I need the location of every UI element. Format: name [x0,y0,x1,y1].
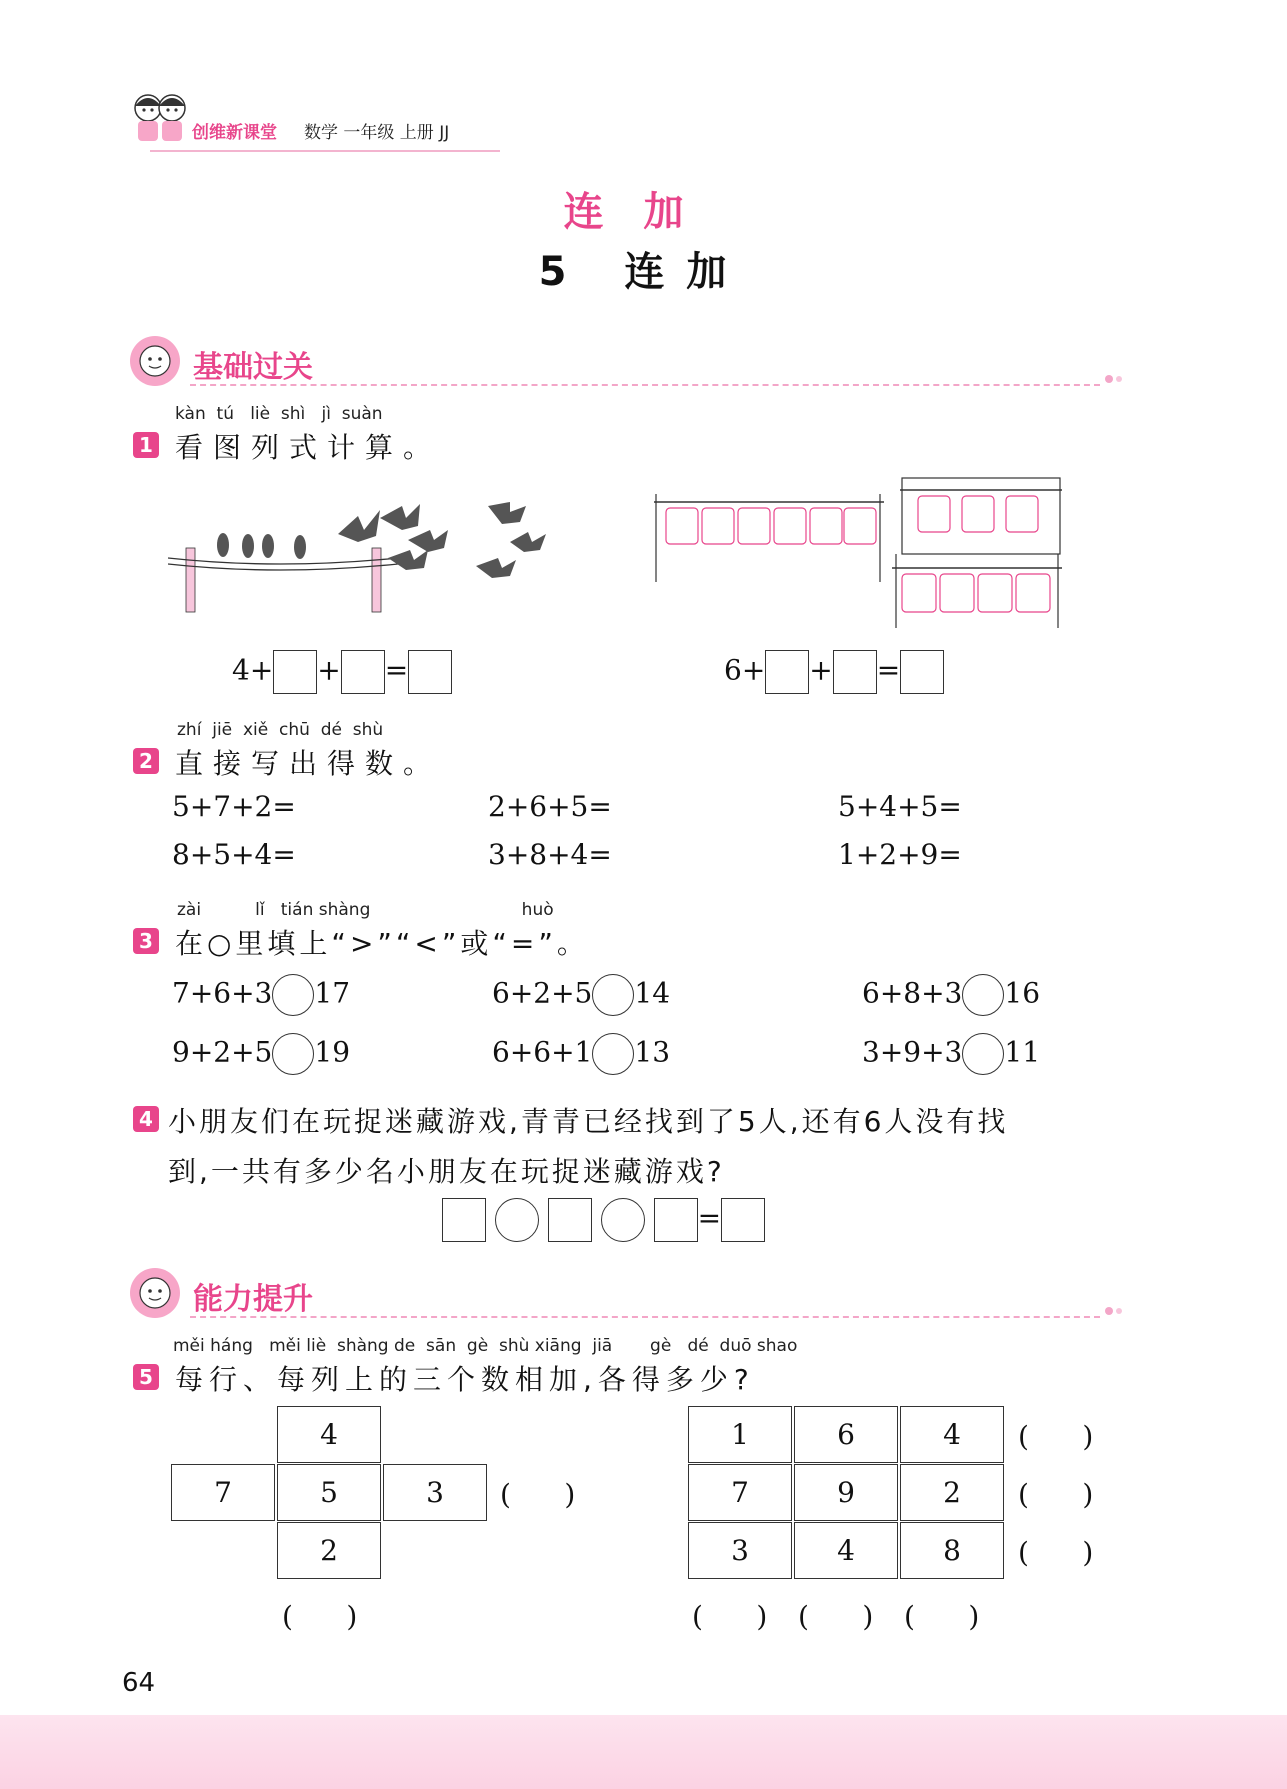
answer-box[interactable] [341,650,385,694]
page-number: 64 [122,1668,156,1698]
answer-box[interactable] [654,1198,698,1242]
grid-column-sum-blank[interactable]: ( ) [798,1600,874,1633]
q3-left-expression: 6+8+3 [862,976,963,1010]
lesson-title: 5 连加 [538,249,749,295]
operator-circle[interactable] [601,1198,645,1242]
grid-cell: 6 [794,1406,898,1463]
q3-compare-item [862,974,1040,1016]
q3-right-value: 17 [314,976,351,1010]
cross-cell-center: 5 [277,1464,381,1521]
q4-number-badge: 4 [133,1106,159,1132]
q1-right-equation [724,650,944,694]
cross-cell-bottom: 2 [277,1522,381,1579]
header-brand: 创维新课堂 [192,123,277,143]
section-basic-title: 基础过关 [193,350,313,385]
q1-left-equation [232,650,452,694]
equals-sign: = [876,653,901,687]
q3-right-value: 19 [314,1035,351,1069]
plus-sign: + [317,653,341,687]
q3-compare-item [172,974,350,1016]
birds-on-wire-illustration [168,488,548,616]
equals-sign: = [697,1201,722,1235]
header-book-info: 数学 一年级 上册 JJ [304,123,450,143]
clothes-rack-illustration [652,474,1064,630]
answer-box[interactable] [900,650,944,694]
q3-left-expression: 3+9+3 [862,1035,963,1069]
q3-instruction: 在○里填上“>”“<”或“=”。 [175,927,589,960]
q2-number-badge: 2 [133,748,159,774]
q2-item: 3+8+4= [488,838,612,871]
q1-right-start-number: 6 [724,653,742,687]
q2-item: 5+4+5= [838,790,962,823]
grid-row-sum-blank[interactable]: ( ) [1018,1420,1094,1453]
section-basic-divider [190,384,1100,386]
compare-circle[interactable] [592,1033,634,1075]
grid-row-sum-blank[interactable]: ( ) [1018,1536,1094,1569]
answer-box[interactable] [548,1198,592,1242]
grid-cell: 8 [900,1522,1004,1579]
q3-compare-item [492,974,670,1016]
q2-item: 1+2+9= [838,838,962,871]
q5-number-badge: 5 [133,1364,159,1390]
header-kids-illustration [126,88,196,152]
unit-title: 连加 [563,189,724,235]
grid-cell: 4 [794,1522,898,1579]
grid-cell: 9 [794,1464,898,1521]
footer-band [0,1715,1287,1789]
cross-cell-top: 4 [277,1406,381,1463]
q3-right-value: 11 [1004,1035,1041,1069]
cross-row-sum-blank[interactable]: ( ) [500,1478,576,1511]
q3-compare-item [172,1033,350,1075]
plus-sign: + [249,653,274,687]
q2-item: 8+5+4= [172,838,296,871]
answer-box[interactable] [408,650,452,694]
answer-box[interactable] [765,650,809,694]
q2-instruction: 直接写出得数。 [175,747,442,780]
q3-number-badge: 3 [133,928,159,954]
plus-sign: + [809,653,833,687]
grid-cell: 7 [688,1464,792,1521]
plus-sign: + [741,653,766,687]
section-advanced-divider [190,1316,1100,1318]
header-divider [150,150,500,152]
compare-circle[interactable] [592,974,634,1016]
cross-cell-left: 7 [171,1464,275,1521]
compare-circle[interactable] [962,1033,1004,1075]
q3-right-value: 14 [634,976,671,1010]
q3-left-expression: 6+2+5 [492,976,593,1010]
number-grid [688,1406,1008,1586]
compare-circle[interactable] [272,1033,314,1075]
q1-instruction: 看图列式计算。 [175,431,442,464]
section-basic-mascot-icon [128,334,182,388]
grid-cell: 4 [900,1406,1004,1463]
section-basic-dots-icon [1104,372,1126,386]
compare-circle[interactable] [272,974,314,1016]
grid-cell: 1 [688,1406,792,1463]
q5-pinyin: měi háng měi liè shàng de sān gè shù xiāng jiā gè dé duō shao [173,1336,798,1356]
compare-circle[interactable] [962,974,1004,1016]
q3-right-value: 13 [634,1035,671,1069]
grid-column-sum-blank[interactable]: ( ) [692,1600,768,1633]
grid-row-sum-blank[interactable]: ( ) [1018,1478,1094,1511]
section-advanced-mascot-icon [128,1266,182,1320]
cross-cell-right: 3 [383,1464,487,1521]
q4-line-2: 到,一共有多少名小朋友在玩捉迷藏游戏? [168,1155,725,1188]
answer-box[interactable] [442,1198,486,1242]
operator-circle[interactable] [495,1198,539,1242]
grid-cell: 3 [688,1522,792,1579]
q3-left-expression: 7+6+3 [172,976,273,1010]
section-advanced-title: 能力提升 [193,1282,313,1317]
q3-compare-item [862,1033,1040,1075]
q3-left-expression: 6+6+1 [492,1035,593,1069]
cross-grid [171,1406,491,1586]
answer-box[interactable] [721,1198,765,1242]
cross-column-sum-blank[interactable]: ( ) [282,1600,358,1633]
q3-right-value: 16 [1004,976,1041,1010]
q2-pinyin: zhí jiē xiě chū dé shù [177,720,384,740]
answer-box[interactable] [273,650,317,694]
q1-number-badge: 1 [133,432,159,458]
q5-instruction: 每行、每列上的三个数相加,各得多少? [175,1363,755,1396]
grid-cell: 2 [900,1464,1004,1521]
q2-item: 5+7+2= [172,790,296,823]
q1-left-start-number: 4 [232,653,250,687]
q2-item: 2+6+5= [488,790,612,823]
q4-line-1: 小朋友们在玩捉迷藏游戏,青青已经找到了5人,还有6人没有找 [168,1105,1009,1138]
q3-pinyin: zài lǐ tián shàng huò [177,900,554,920]
q3-left-expression: 9+2+5 [172,1035,273,1069]
q1-pinyin: kàn tú liè shì jì suàn [175,404,383,424]
q3-compare-item [492,1033,670,1075]
answer-box[interactable] [833,650,877,694]
grid-column-sum-blank[interactable]: ( ) [904,1600,980,1633]
section-advanced-dots-icon [1104,1304,1126,1318]
q4-equation [442,1198,765,1242]
equals-sign: = [384,653,409,687]
